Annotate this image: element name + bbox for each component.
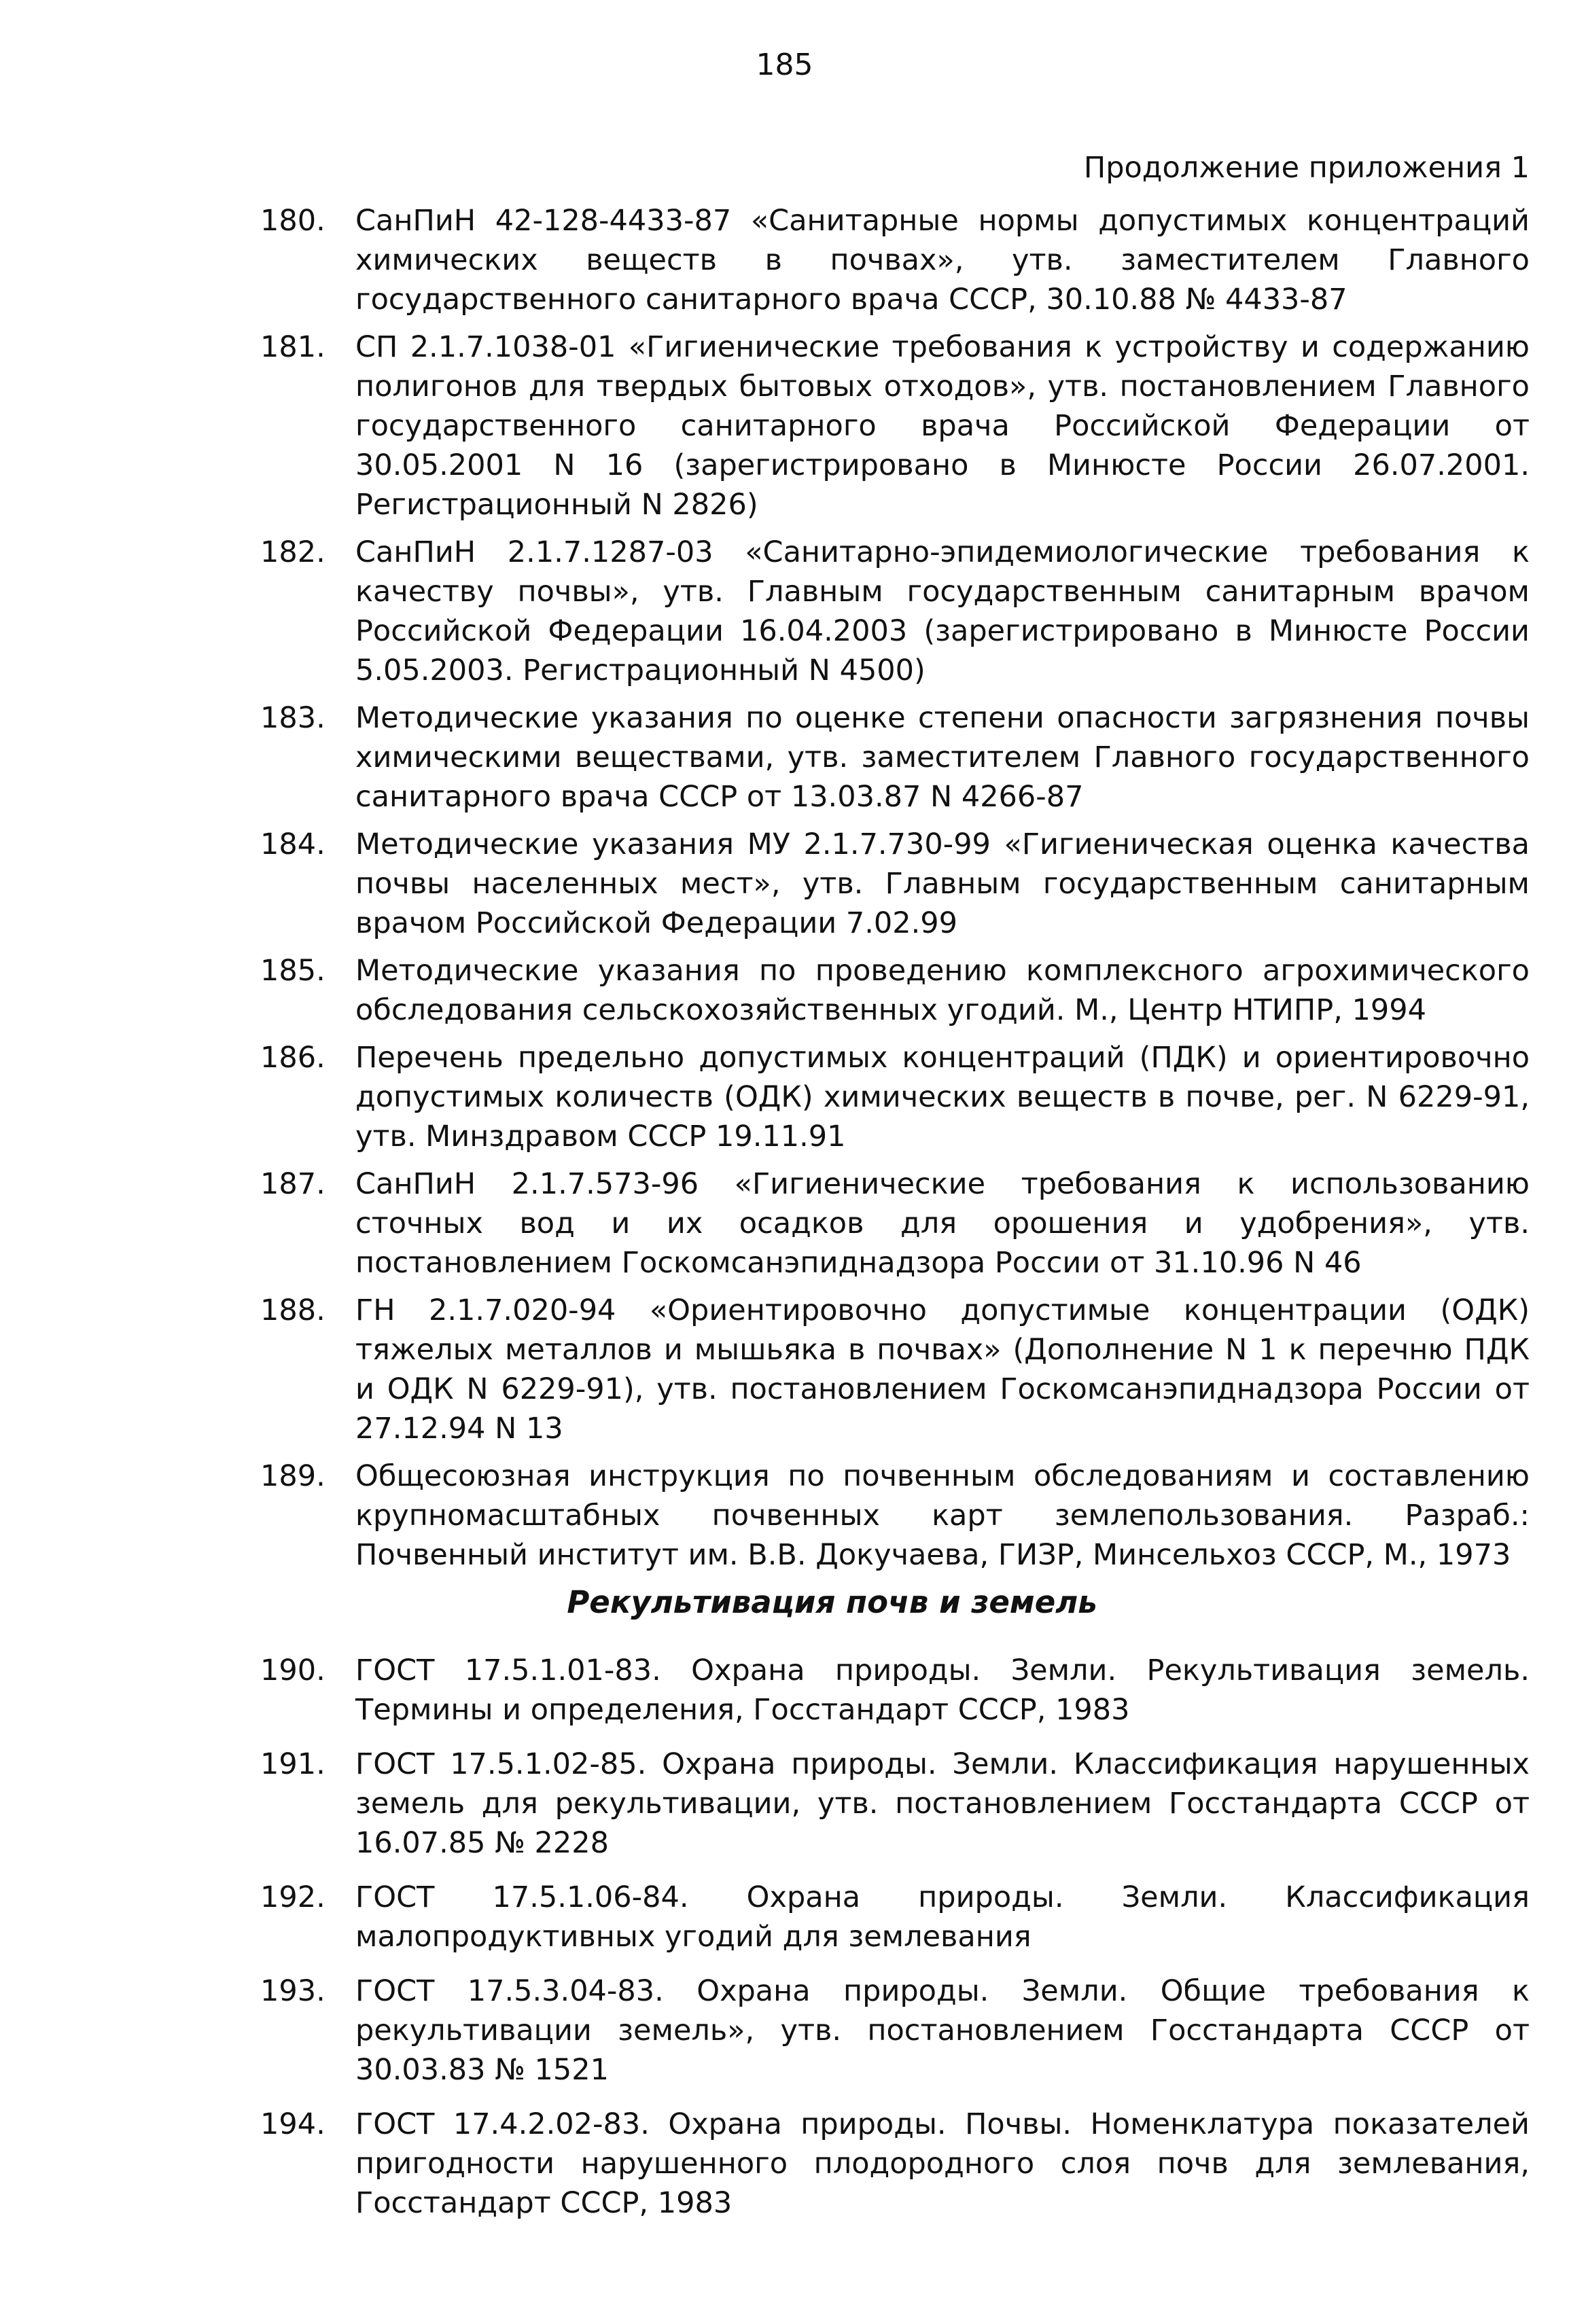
entry-text: СП 2.1.7.1038-01 «Гигиенические требования к устройству и содержанию полигонов для твердых бытовых отходов», утв. постановлением Главного государственного санитарного врача Российской Федерации от 30.05.2001 N 16 (зарегистрировано в Минюсте России 26.07.2001. Регистрационный N 2826) — [355, 330, 1530, 522]
section-heading: Рекультивация почв и земель — [567, 1584, 1097, 1620]
reference-entry — [0, 1745, 1569, 1863]
reference-entry — [0, 201, 1569, 319]
reference-entry — [0, 1291, 1569, 1448]
reference-entry — [0, 1651, 1569, 1730]
reference-entry — [0, 951, 1569, 1030]
entry-text: ГОСТ 17.5.1.01-83. Охрана природы. Земли. Рекультивация земель. Термины и определения, Госстандарт СССР, 1983 — [355, 1653, 1530, 1727]
entry-number: 194. — [260, 2107, 325, 2141]
entry-text: Общесоюзная инструкция по почвенным обследованиям и составлению крупномасштабных почвенных карт землепользования. Разраб.: Почвенный институт им. В.В. Докучаева, ГИЗР, Минсельхоз СССР, М., 1973 — [355, 1459, 1530, 1572]
reference-entry — [0, 2105, 1569, 2223]
entry-number: 192. — [260, 1880, 325, 1914]
entry-text: Перечень предельно допустимых концентраций (ПДК) и ориентировочно допустимых количеств (ОДК) химических веществ в почве, рег. N 6229-91, утв. Минздравом СССР 19.11.91 — [355, 1041, 1530, 1154]
entry-number: 189. — [260, 1459, 325, 1493]
reference-entry — [0, 1038, 1569, 1156]
entry-number: 182. — [260, 535, 325, 569]
reference-entry — [0, 1971, 1569, 2090]
reference-group-after — [0, 1651, 1569, 2223]
entry-text: СанПиН 2.1.7.573-96 «Гигиенические требования к использованию сточных вод и их осадков для орошения и удобрения», утв. постановлением Госкомсанэпиднадзора России от 31.10.96 N 46 — [355, 1167, 1530, 1280]
entry-number: 181. — [260, 330, 325, 364]
reference-entry — [0, 698, 1569, 817]
entry-number: 184. — [260, 827, 325, 861]
reference-entry — [0, 1456, 1569, 1575]
entry-text: ГОСТ 17.4.2.02-83. Охрана природы. Почвы. Номенклатура показателей пригодности нарушенного плодородного слоя почв для землевания, Госстандарт СССР, 1983 — [355, 2107, 1530, 2220]
reference-entry — [0, 327, 1569, 524]
reference-entry — [0, 825, 1569, 943]
entry-text: СанПиН 2.1.7.1287-03 «Санитарно-эпидемиологические требования к качеству почвы», утв. Главным государственным санитарным врачом Российской Федерации 16.04.2003 (зарегистрировано в Минюсте России 5.05.2003. Регистрационный N 4500) — [355, 535, 1530, 687]
entry-number: 185. — [260, 954, 325, 988]
entry-text: СанПиН 42-128-4433-87 «Санитарные нормы допустимых концентраций химических веществ в почвах», утв. заместителем Главного государственного санитарного врача СССР, 30.10.88 № 4433-87 — [355, 204, 1530, 317]
entry-number: 183. — [260, 701, 325, 735]
entry-text: ГОСТ 17.5.3.04-83. Охрана природы. Земли. Общие требования к рекультивации земель», утв. постановлением Госстандарта СССР от 30.03.83 № 1521 — [355, 1974, 1530, 2087]
entry-text: ГОСТ 17.5.1.02-85. Охрана природы. Земли. Классификация нарушенных земель для рекультивации, утв. постановлением Госстандарта СССР от 16.07.85 № 2228 — [355, 1747, 1530, 1860]
reference-entry — [0, 1164, 1569, 1283]
entry-text: Методические указания по проведению комплексного агрохимического обследования сельскохозяйственных угодий. М., Центр НТИПР, 1994 — [355, 954, 1530, 1027]
reference-list — [0, 201, 1569, 2238]
entry-text: ГОСТ 17.5.1.06-84. Охрана природы. Земли. Классификация малопродуктивных угодий для землевания — [355, 1880, 1530, 1954]
page-number: 185 — [756, 48, 813, 82]
reference-entry — [0, 1878, 1569, 1956]
entry-text: Методические указания МУ 2.1.7.730-99 «Гигиеническая оценка качества почвы населенных мест», утв. Главным государственным санитарным врачом Российской Федерации 7.02.99 — [355, 827, 1530, 940]
entry-number: 188. — [260, 1293, 325, 1327]
reference-group-before — [0, 201, 1569, 1575]
entry-number: 187. — [260, 1167, 325, 1201]
reference-entry — [0, 533, 1569, 690]
entry-number: 193. — [260, 1974, 325, 2008]
entry-number: 180. — [260, 204, 325, 238]
entry-number: 190. — [260, 1653, 325, 1687]
entry-text: ГН 2.1.7.020-94 «Ориентировочно допустимые концентрации (ОДК) тяжелых металлов и мышьяка в почвах» (Дополнение N 1 к перечню ПДК и ОДК N 6229-91), утв. постановлением Госкомсанэпиднадзора России от 27.12.94 N 13 — [355, 1293, 1530, 1446]
entry-text: Методические указания по оценке степени опасности загрязнения почвы химическими веществами, утв. заместителем Главного государственного санитарного врача СССР от 13.03.87 N 4266-87 — [355, 701, 1530, 814]
entry-number: 191. — [260, 1747, 325, 1781]
continuation-label: Продолжение приложения 1 — [1083, 151, 1530, 185]
entry-number: 186. — [260, 1041, 325, 1075]
